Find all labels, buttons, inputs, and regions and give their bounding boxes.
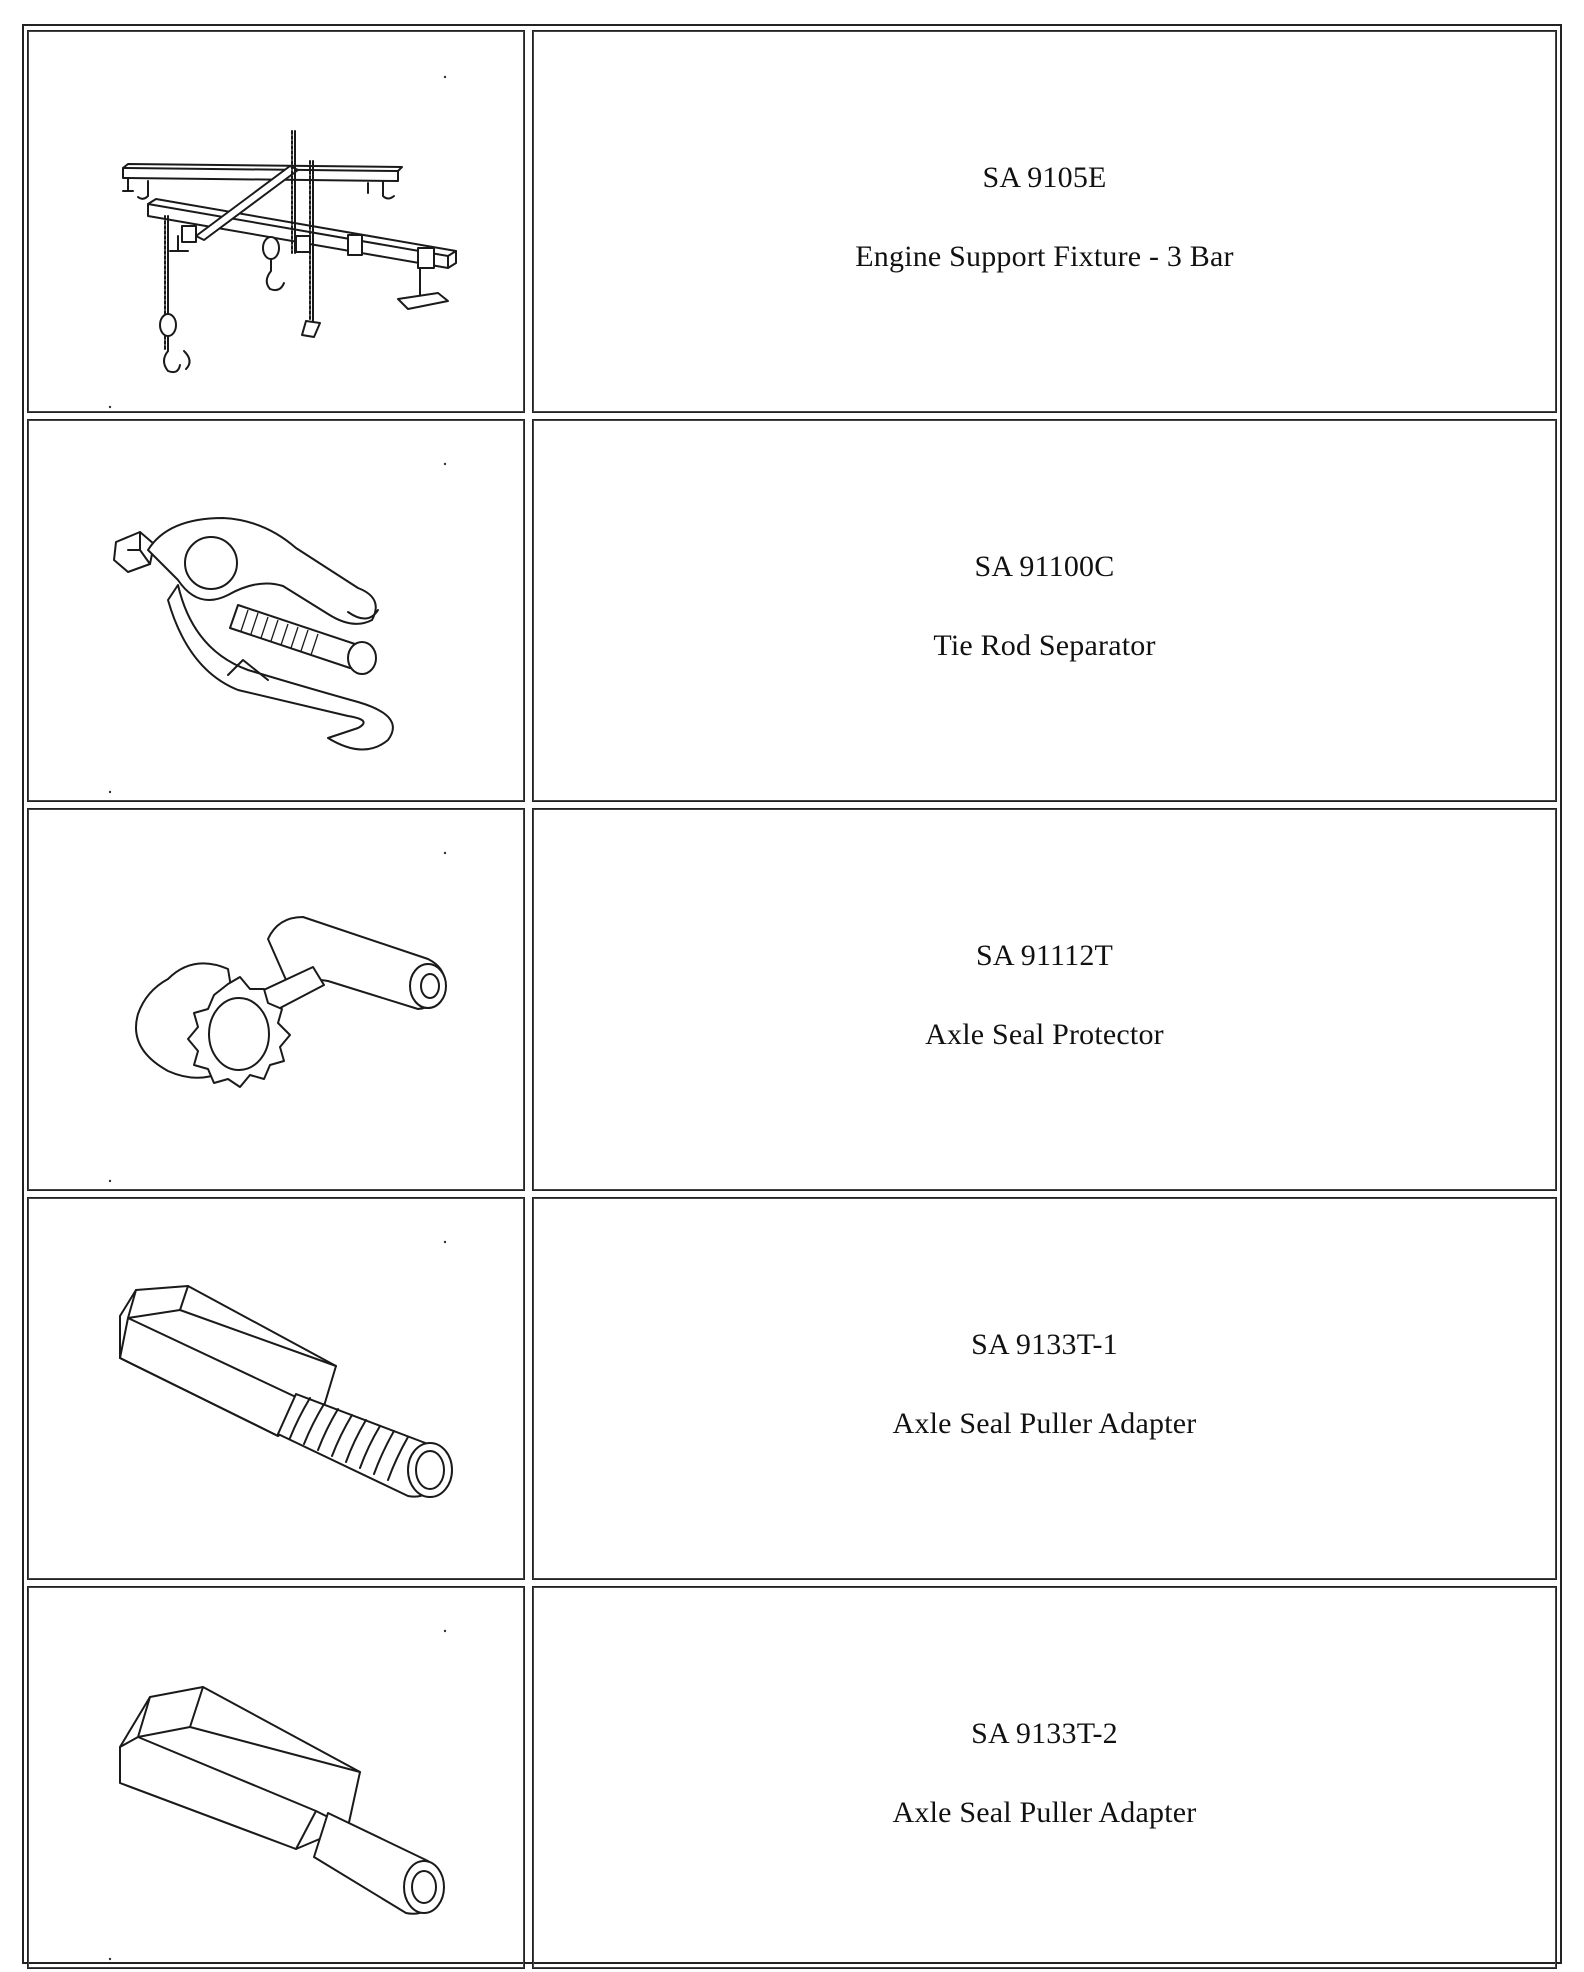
part-description: Axle Seal Puller Adapter <box>892 1796 1197 1829</box>
threaded-adapter-icon <box>28 1198 526 1581</box>
tool-image-cell <box>27 1197 525 1580</box>
part-number: SA 91112T <box>975 939 1114 972</box>
engine-support-fixture-icon <box>28 31 526 414</box>
table-row <box>27 30 1557 413</box>
part-number: SA 91100C <box>974 550 1115 583</box>
tool-text-cell <box>532 1586 1557 1969</box>
tool-image-cell <box>27 30 525 413</box>
part-number: SA 9105E <box>982 161 1107 194</box>
part-description: Axle Seal Protector <box>925 1018 1164 1051</box>
tool-text-cell <box>532 419 1557 802</box>
part-number: SA 9133T-1 <box>971 1328 1118 1361</box>
part-description: Axle Seal Puller Adapter <box>892 1407 1197 1440</box>
axle-seal-protector-icon <box>28 809 526 1192</box>
tool-image-cell <box>27 419 525 802</box>
table-row <box>27 808 1557 1191</box>
part-number: SA 9133T-2 <box>971 1717 1118 1750</box>
tool-text-cell <box>532 1197 1557 1580</box>
stepped-adapter-icon <box>28 1587 526 1970</box>
part-description: Engine Support Fixture - 3 Bar <box>855 240 1234 273</box>
tool-image-cell <box>27 808 525 1191</box>
table-row <box>27 1586 1557 1969</box>
table-row <box>27 419 1557 802</box>
tie-rod-separator-icon <box>28 420 526 803</box>
tool-text-cell <box>532 30 1557 413</box>
tool-table <box>22 24 1562 1964</box>
table-row <box>27 1197 1557 1580</box>
part-description: Tie Rod Separator <box>933 629 1156 662</box>
tool-image-cell <box>27 1586 525 1969</box>
tool-text-cell <box>532 808 1557 1191</box>
